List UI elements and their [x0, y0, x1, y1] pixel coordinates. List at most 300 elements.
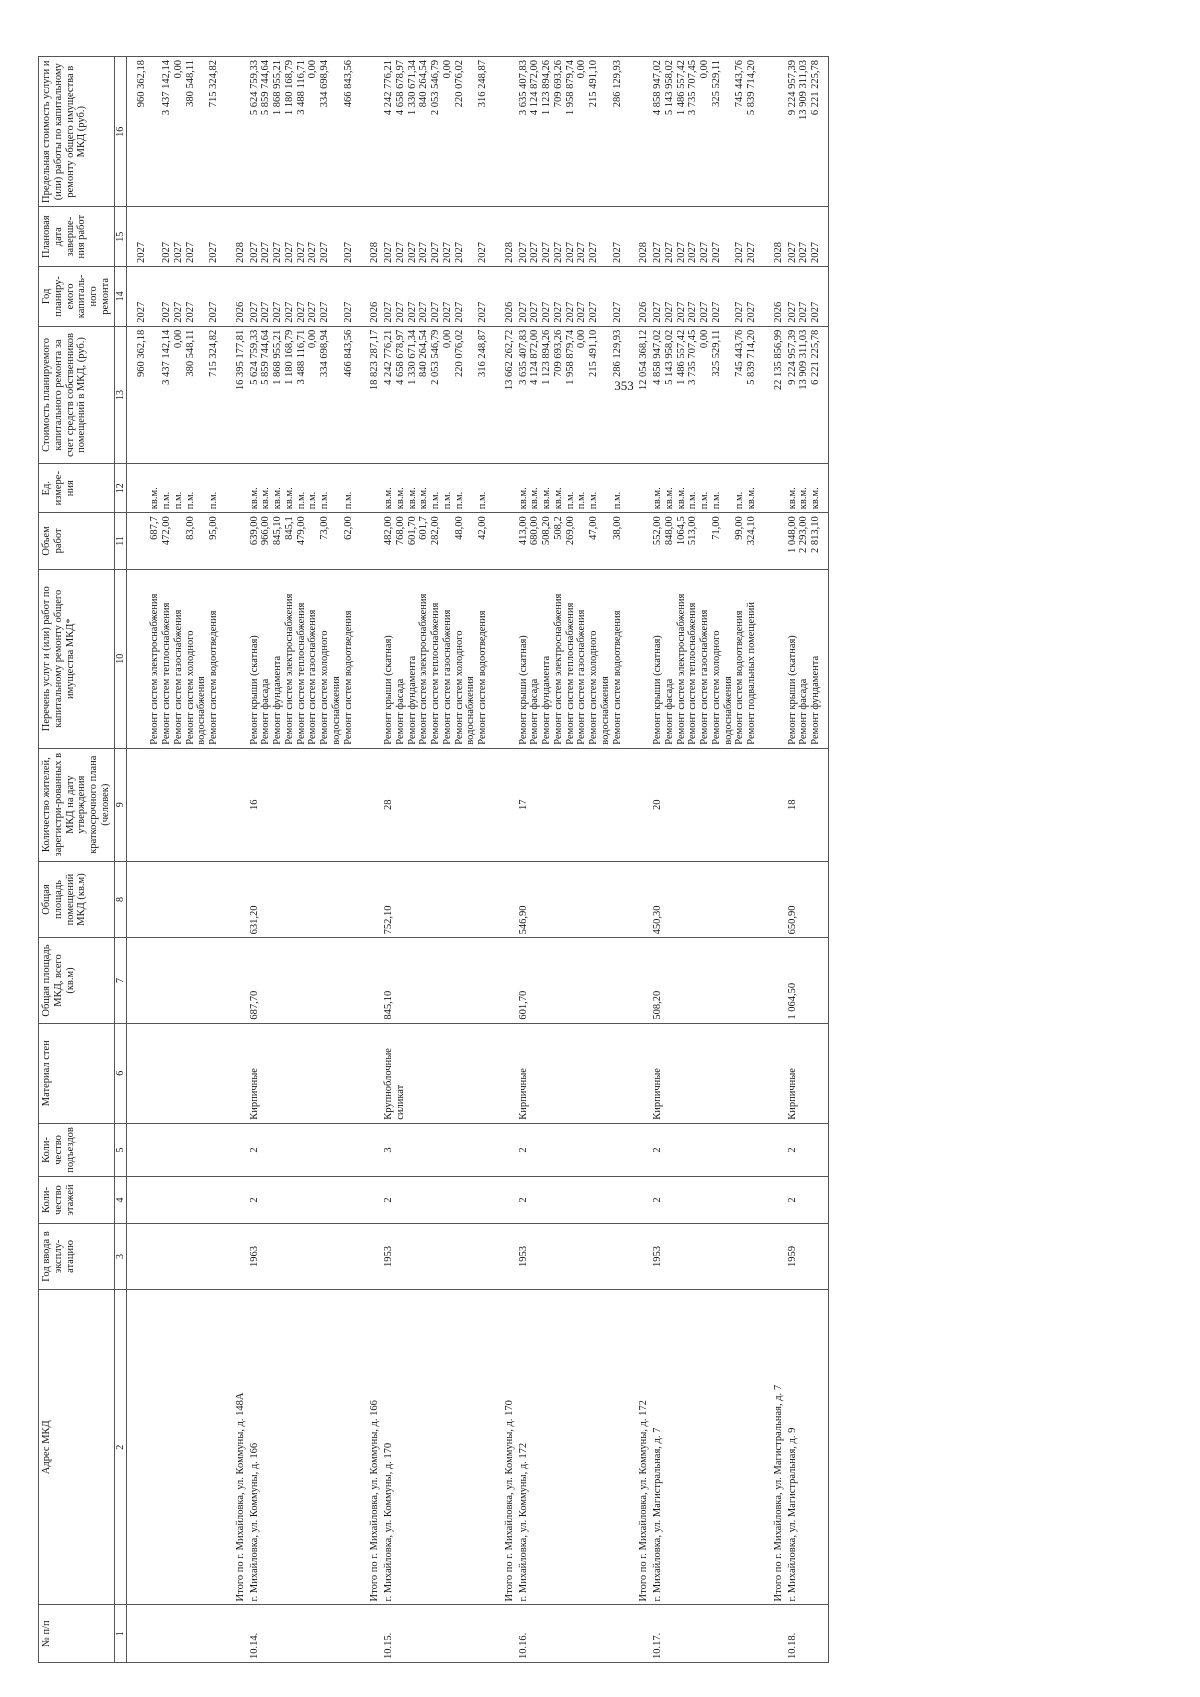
header-works: Перечень услуг и (или) работ по капитальному ремонту общего имущества МКД*	[39, 569, 115, 748]
total-empty	[126, 569, 148, 748]
work-unit: п.м.	[307, 491, 319, 510]
work-unit: кв.м.	[552, 487, 564, 510]
total-empty	[360, 861, 382, 938]
total-row	[126, 57, 148, 1663]
work-volume: 639,00	[248, 516, 260, 546]
total-num-cell	[126, 1605, 148, 1663]
work-cost-cell	[517, 326, 630, 463]
work-year: 2027	[406, 301, 418, 323]
work-plan-date: 2027	[734, 242, 746, 264]
work-year: 2027	[342, 301, 354, 323]
work-name-cell	[651, 569, 764, 748]
object-row	[651, 57, 764, 1663]
total-empty	[226, 861, 248, 938]
work-cost: 215 491,10	[588, 329, 600, 377]
object-area-premises-cell	[148, 861, 226, 938]
object-row	[382, 57, 495, 1663]
work-year: 2027	[734, 301, 746, 323]
work-plan-date-cell	[517, 207, 630, 267]
object-material-cell	[148, 1023, 226, 1123]
work-volume: 42,00	[477, 516, 489, 540]
work-name: Ремонт крыши (скатная)	[786, 635, 798, 745]
work-year: 2027	[307, 301, 319, 323]
work-limit-cost-cell	[382, 57, 495, 207]
total-empty	[629, 569, 651, 748]
work-name: Ремонт систем газоснабжения	[699, 609, 711, 745]
work-plan-date: 2027	[161, 242, 173, 264]
work-limit-cost: 5 143 958,02	[663, 60, 675, 116]
work-plan-date: 2027	[611, 242, 623, 264]
object-entrances-cell	[517, 1123, 630, 1176]
total-empty	[629, 513, 651, 569]
work-unit: п.м.	[342, 491, 354, 510]
work-name: Ремонт систем холодного водоснабжения	[588, 630, 611, 745]
work-name: Ремонт систем электроснабжения	[149, 593, 161, 745]
work-plan-date: 2027	[272, 242, 284, 264]
work-limit-cost: 1 123 894,26	[541, 60, 553, 116]
work-year: 2027	[383, 301, 395, 323]
total-empty	[764, 1123, 786, 1176]
object-material: Кирпичные	[248, 1068, 260, 1120]
work-name: Ремонт фасада	[663, 678, 675, 745]
column-number: 10	[114, 569, 126, 748]
object-area-total: 508,20	[652, 990, 664, 1020]
work-cost: 220 076,02	[453, 329, 465, 377]
object-address: г. Михайловка, ул. Коммуны, д. 170	[383, 1442, 395, 1602]
object-number-cell	[148, 1605, 226, 1663]
work-name: Ремонт фасада	[798, 678, 810, 745]
work-year	[149, 270, 161, 323]
work-year: 2027	[295, 301, 307, 323]
column-number: 1	[114, 1605, 126, 1663]
work-unit: кв.м.	[248, 487, 260, 510]
work-name: Ремонт крыши (скатная)	[248, 635, 260, 745]
total-empty	[126, 513, 148, 569]
total-label-cell	[764, 1290, 786, 1605]
total-empty	[226, 1223, 248, 1289]
work-plan-date: 2027	[588, 242, 600, 264]
work-year: 2027	[687, 301, 699, 323]
work-unit: п.м.	[710, 491, 722, 510]
object-entrances: 2	[517, 1147, 529, 1153]
total-year: 2026	[234, 301, 246, 323]
work-name: Ремонт систем водоотведения	[342, 610, 354, 745]
total-year: 2026	[638, 301, 650, 323]
work-limit-cost-cell	[651, 57, 764, 207]
total-empty	[495, 748, 517, 861]
total-empty	[126, 464, 148, 513]
header-entrances: Коли-чество подъездов	[39, 1123, 115, 1176]
work-year-cell	[148, 267, 226, 327]
work-cost: 380 548,11	[184, 329, 196, 377]
total-empty	[764, 1223, 786, 1289]
work-plan-date: 2027	[810, 242, 822, 264]
work-year: 2027	[611, 301, 623, 323]
work-unit: кв.м.	[394, 487, 406, 510]
work-name: Ремонт систем водоотведения	[477, 610, 489, 745]
total-empty	[226, 464, 248, 513]
total-label-cell	[495, 1290, 517, 1605]
object-address-cell	[248, 1290, 361, 1605]
work-plan-date: 2027	[529, 242, 541, 264]
work-cost: 6 221 225,78	[810, 329, 822, 385]
total-label-cell	[360, 1290, 382, 1605]
object-material-cell	[248, 1023, 361, 1123]
column-number: 5	[114, 1123, 126, 1176]
line-spacer	[600, 330, 612, 460]
work-name: Ремонт фундамента	[541, 655, 553, 745]
object-residents-cell	[517, 748, 630, 861]
total-label: Итого по г. Михайловка, ул. Коммуны, д. 148А	[234, 1392, 246, 1602]
header-unit: Ед. измере-ния	[39, 464, 115, 513]
object-area-premises: 546,90	[517, 905, 529, 935]
work-plan-date: 2027	[652, 242, 664, 264]
work-name: Ремонт систем холодного водоснабжения	[710, 630, 734, 745]
work-limit-cost: 325 529,11	[710, 60, 722, 107]
object-number: 10.17.	[652, 1632, 664, 1659]
column-number: 11	[114, 513, 126, 569]
total-num-cell	[495, 1605, 517, 1663]
work-year: 2027	[652, 301, 664, 323]
line-spacer	[465, 330, 477, 460]
work-limit-cost: 380 548,11	[184, 60, 196, 107]
object-material-cell	[786, 1023, 829, 1123]
object-residents-cell	[248, 748, 361, 861]
line-spacer	[331, 270, 343, 323]
line-spacer	[331, 467, 343, 509]
object-area-total-cell	[517, 938, 630, 1023]
work-cost: 4 658 678,97	[394, 329, 406, 385]
work-year: 2027	[529, 301, 541, 323]
work-limit-cost: 3 488 116,71	[295, 60, 307, 115]
work-name: Ремонт фундамента	[406, 655, 418, 745]
line-spacer	[331, 516, 343, 565]
object-material-cell	[517, 1023, 630, 1123]
object-residents: 28	[383, 799, 395, 810]
work-limit-cost: 3 437 142,14	[161, 60, 173, 116]
line-spacer	[600, 516, 612, 565]
work-plan-date: 2027	[710, 242, 722, 264]
work-cost: 3 735 707,45	[687, 329, 699, 385]
object-area-total-cell	[786, 938, 829, 1023]
total-num-cell	[226, 1605, 248, 1663]
object-residents-cell	[382, 748, 495, 861]
total-empty	[629, 938, 651, 1023]
work-unit: п.м.	[576, 491, 588, 510]
work-name: Ремонт систем теплоснабжения	[295, 602, 307, 745]
work-name: Ремонт систем газоснабжения	[576, 609, 588, 745]
work-volume: 966,00	[260, 516, 272, 546]
work-cost: 325 529,11	[710, 329, 722, 377]
work-cost: 466 843,56	[342, 329, 354, 377]
work-limit-cost: 715 324,82	[208, 60, 220, 108]
total-label-cell	[226, 1290, 248, 1605]
work-name: Ремонт крыши (скатная)	[517, 635, 529, 745]
work-limit-cost: 4 242 776,21	[383, 60, 395, 116]
work-unit: п.м.	[172, 491, 184, 510]
object-entrances: 2	[248, 1147, 260, 1153]
total-limit-cell	[226, 57, 248, 207]
table-body	[126, 57, 828, 1663]
work-plan-date: 2027	[517, 242, 529, 264]
object-floors: 2	[248, 1197, 260, 1203]
work-year: 2027	[710, 301, 722, 323]
work-name: Ремонт фундамента	[810, 655, 822, 745]
work-cost-cell	[786, 326, 829, 463]
work-plan-date: 2027	[172, 242, 184, 264]
line-spacer	[723, 330, 735, 460]
line-spacer	[600, 467, 612, 509]
object-year-cell	[517, 1223, 630, 1289]
total-empty	[226, 513, 248, 569]
work-limit-cost: 0,00	[576, 60, 588, 79]
total-row	[629, 57, 651, 1663]
total-empty	[495, 569, 517, 748]
work-cost: 1 330 671,34	[406, 329, 418, 385]
work-name-cell	[786, 569, 829, 748]
work-unit: кв.м.	[746, 487, 758, 510]
work-cost: 3 488 116,71	[295, 329, 307, 385]
work-plan-date: 2027	[307, 242, 319, 264]
total-empty	[226, 1177, 248, 1224]
work-unit: кв.м.	[149, 487, 161, 510]
work-cost: 2 053 546,79	[430, 329, 442, 385]
object-address-cell	[651, 1290, 764, 1605]
object-floors-cell	[248, 1177, 361, 1224]
work-cost: 5 859 744,64	[260, 329, 272, 385]
work-year: 2027	[798, 301, 810, 323]
work-name: Ремонт систем газоснабжения	[172, 609, 184, 745]
object-number: 10.18.	[786, 1632, 798, 1659]
work-plan-date: 2027	[248, 242, 260, 264]
total-year: 2026	[772, 301, 784, 323]
object-residents-cell	[786, 748, 829, 861]
work-year: 2027	[394, 301, 406, 323]
work-year-cell	[651, 267, 764, 327]
work-unit: кв.м.	[272, 487, 284, 510]
column-number: 4	[114, 1177, 126, 1224]
object-material-cell	[651, 1023, 764, 1123]
work-cost: 709 693,26	[552, 329, 564, 377]
work-volume: 848,00	[663, 516, 675, 546]
line-spacer	[600, 60, 612, 203]
work-volume: 71,00	[710, 516, 722, 540]
line-spacer	[723, 467, 735, 509]
work-cost: 1 123 894,26	[541, 329, 553, 385]
object-floors-cell	[517, 1177, 630, 1224]
object-area-premises-cell	[517, 861, 630, 938]
object-area-total-cell	[382, 938, 495, 1023]
object-year: 1953	[517, 1245, 529, 1267]
work-volume: 99,00	[734, 516, 746, 540]
total-year: 2027	[135, 301, 147, 323]
work-cost: 0,00	[699, 329, 711, 349]
work-limit-cost: 3 735 707,45	[687, 60, 699, 116]
work-unit: п.м.	[184, 491, 196, 510]
line-spacer	[465, 60, 477, 203]
work-volume: 83,00	[184, 516, 196, 540]
work-name: Ремонт систем газоснабжения	[307, 609, 319, 745]
work-limit-cost: 1 868 955,21	[272, 60, 284, 116]
object-floors-cell	[786, 1177, 829, 1224]
work-limit-cost: 5 624 759,33	[248, 60, 260, 116]
total-empty	[764, 748, 786, 861]
work-plan-date: 2027	[208, 242, 220, 264]
object-entrances-cell	[786, 1123, 829, 1176]
object-address-cell	[517, 1290, 630, 1605]
total-cost: 22 135 856,99	[772, 329, 784, 391]
work-unit: п.м.	[319, 491, 331, 510]
work-unit: кв.м.	[260, 487, 272, 510]
work-volume: 845,10	[272, 516, 284, 546]
work-volume: 552,00	[652, 516, 664, 546]
object-row	[148, 57, 226, 1663]
total-limit: 960 362,18	[135, 60, 147, 108]
work-limit-cost: 2 053 546,79	[430, 60, 442, 116]
work-cost: 0,00	[576, 329, 588, 349]
work-unit: кв.м.	[283, 487, 295, 510]
object-floors-cell	[148, 1177, 226, 1224]
work-year: 2027	[272, 301, 284, 323]
total-year-cell	[495, 267, 517, 327]
total-limit-cell	[764, 57, 786, 207]
work-name: Ремонт систем теплоснабжения	[430, 602, 442, 745]
work-unit: кв.м.	[786, 487, 798, 510]
work-volume: 601,7	[418, 516, 430, 540]
work-limit-cost: 4 858 947,02	[652, 60, 664, 116]
header-limit-cost: Предельная стоимость услуги и (или) работы по капитальному ремонту общего имущества в МКД (руб.)	[39, 57, 115, 207]
work-unit: кв.м.	[406, 487, 418, 510]
line-spacer	[196, 210, 208, 263]
total-empty	[495, 861, 517, 938]
object-address: г. Михайловка, ул. Коммуны, д. 166	[248, 1442, 260, 1602]
total-empty	[126, 1177, 148, 1224]
total-empty	[629, 1177, 651, 1224]
work-year: 2027	[699, 301, 711, 323]
header-residents: Количество жителей, зарегистри-рованных в МКД на дату утверждения краткосрочного плана (человек)	[39, 748, 115, 861]
total-empty	[226, 1123, 248, 1176]
work-volume: 2 813,10	[810, 516, 822, 553]
work-limit-cost: 220 076,02	[453, 60, 465, 108]
work-volume: 282,00	[430, 516, 442, 546]
total-empty	[226, 748, 248, 861]
work-name: Ремонт систем холодного водоснабжения	[319, 630, 342, 745]
work-name-cell	[148, 569, 226, 748]
work-plan-date: 2027	[746, 242, 758, 264]
total-empty	[360, 464, 382, 513]
total-year: 2026	[503, 301, 515, 323]
capital-repair-plan-table-sheet	[38, 56, 1160, 1663]
object-number-cell	[786, 1605, 829, 1663]
work-volume: 508,2	[552, 516, 564, 540]
work-year: 2027	[564, 301, 576, 323]
work-volume: 2 293,00	[798, 516, 810, 553]
work-year: 2027	[319, 301, 331, 323]
line-spacer	[723, 60, 735, 203]
work-volume: 269,00	[564, 516, 576, 546]
header-area-premises: Общая площадь помещений МКД (кв.м)	[39, 861, 115, 938]
work-unit-cell	[382, 464, 495, 513]
work-year: 2027	[208, 301, 220, 323]
work-year: 2027	[810, 301, 822, 323]
total-num-cell	[629, 1605, 651, 1663]
total-empty	[764, 861, 786, 938]
total-plan: 2028	[638, 242, 650, 264]
work-plan-date: 2027	[406, 242, 418, 264]
object-entrances-cell	[651, 1123, 764, 1176]
work-name: Ремонт систем теплоснабжения	[687, 602, 699, 745]
work-year: 2027	[541, 301, 553, 323]
column-number: 12	[114, 464, 126, 513]
object-year: 1959	[786, 1245, 798, 1267]
work-year: 2027	[576, 301, 588, 323]
work-limit-cost: 316 248,87	[477, 60, 489, 108]
total-limit-cell	[126, 57, 148, 207]
work-volume	[442, 516, 454, 565]
work-cost: 1 180 168,79	[283, 329, 295, 385]
work-cost: 5 143 958,02	[663, 329, 675, 385]
total-empty	[629, 1023, 651, 1123]
work-limit-cost: 5 839 714,20	[746, 60, 758, 116]
total-empty	[764, 513, 786, 569]
work-plan-date: 2027	[699, 242, 711, 264]
work-volume	[576, 516, 588, 565]
work-name-cell	[248, 569, 361, 748]
work-year: 2027	[184, 301, 196, 323]
work-volume: 38,00	[611, 516, 623, 540]
work-limit-cost: 745 443,76	[734, 60, 746, 108]
object-area-total-cell	[248, 938, 361, 1023]
total-empty	[629, 1223, 651, 1289]
work-unit-cell	[517, 464, 630, 513]
total-empty	[495, 938, 517, 1023]
total-label: Итого по г. Михайловка, ул. Магистральная, д. 7	[772, 1384, 784, 1602]
work-plan-date: 2027	[383, 242, 395, 264]
object-area-total: 1 064,50	[786, 982, 798, 1020]
work-unit: кв.м.	[541, 487, 553, 510]
object-address-cell	[382, 1290, 495, 1605]
work-limit-cost	[149, 60, 161, 203]
work-plan-date: 2027	[453, 242, 465, 264]
work-cost: 316 248,87	[477, 329, 489, 377]
object-area-premises: 752,10	[383, 905, 395, 935]
work-unit-cell	[651, 464, 764, 513]
header-floors: Коли-чество этажей	[39, 1177, 115, 1224]
object-year-cell	[248, 1223, 361, 1289]
work-plan-date-cell	[786, 207, 829, 267]
work-volume-cell	[148, 513, 226, 569]
work-limit-cost: 0,00	[172, 60, 184, 79]
total-label-cell	[629, 1290, 651, 1605]
work-limit-cost: 0,00	[307, 60, 319, 79]
work-year: 2027	[552, 301, 564, 323]
work-limit-cost-cell	[786, 57, 829, 207]
work-unit-cell	[148, 464, 226, 513]
total-empty	[126, 861, 148, 938]
total-empty	[126, 1123, 148, 1176]
total-empty	[495, 1123, 517, 1176]
total-plan: 2028	[369, 242, 381, 264]
object-area-premises-cell	[786, 861, 829, 938]
header-material: Материал стен	[39, 1023, 115, 1123]
object-floors: 2	[517, 1197, 529, 1203]
total-empty	[226, 569, 248, 748]
work-limit-cost: 0,00	[441, 60, 453, 79]
work-cost-cell	[651, 326, 764, 463]
work-year-cell	[517, 267, 630, 327]
work-name: Ремонт систем электроснабжения	[675, 593, 687, 745]
work-volume: 62,00	[342, 516, 354, 540]
